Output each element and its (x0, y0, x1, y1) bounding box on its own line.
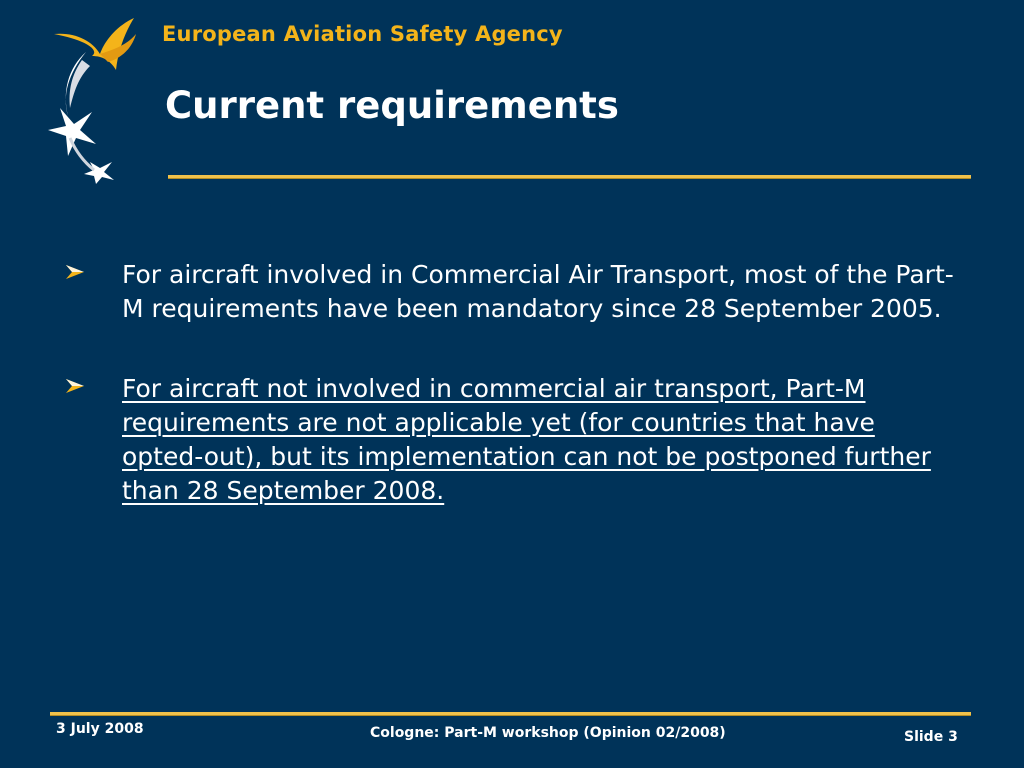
bullet-text-underlined: For aircraft not involved in commercial air transport, Part-M requirements are not applicable yet (for countries that have opted-out), but its implementation can not be postponed further than 28 September 2008. (122, 374, 931, 505)
easa-logo-icon (46, 12, 146, 184)
chevron-arrow-icon (64, 263, 90, 281)
bullet-list (64, 258, 964, 508)
footer-date: 3 July 2008 (56, 721, 144, 737)
chevron-arrow-icon (64, 377, 90, 395)
bullet-item (64, 258, 964, 326)
footer-event: Cologne: Part-M workshop (Opinion 02/2008) (370, 725, 726, 741)
bullet-text: For aircraft involved in Commercial Air Transport, most of the Part-M requirements have been mandatory since 28 September 2005. (122, 260, 954, 323)
footer-divider (50, 712, 971, 715)
slide-title: Current requirements (165, 84, 619, 127)
agency-name: European Aviation Safety Agency (162, 22, 563, 46)
title-divider (168, 175, 971, 178)
bullet-item (64, 372, 964, 508)
slide-number: Slide 3 (904, 729, 958, 745)
